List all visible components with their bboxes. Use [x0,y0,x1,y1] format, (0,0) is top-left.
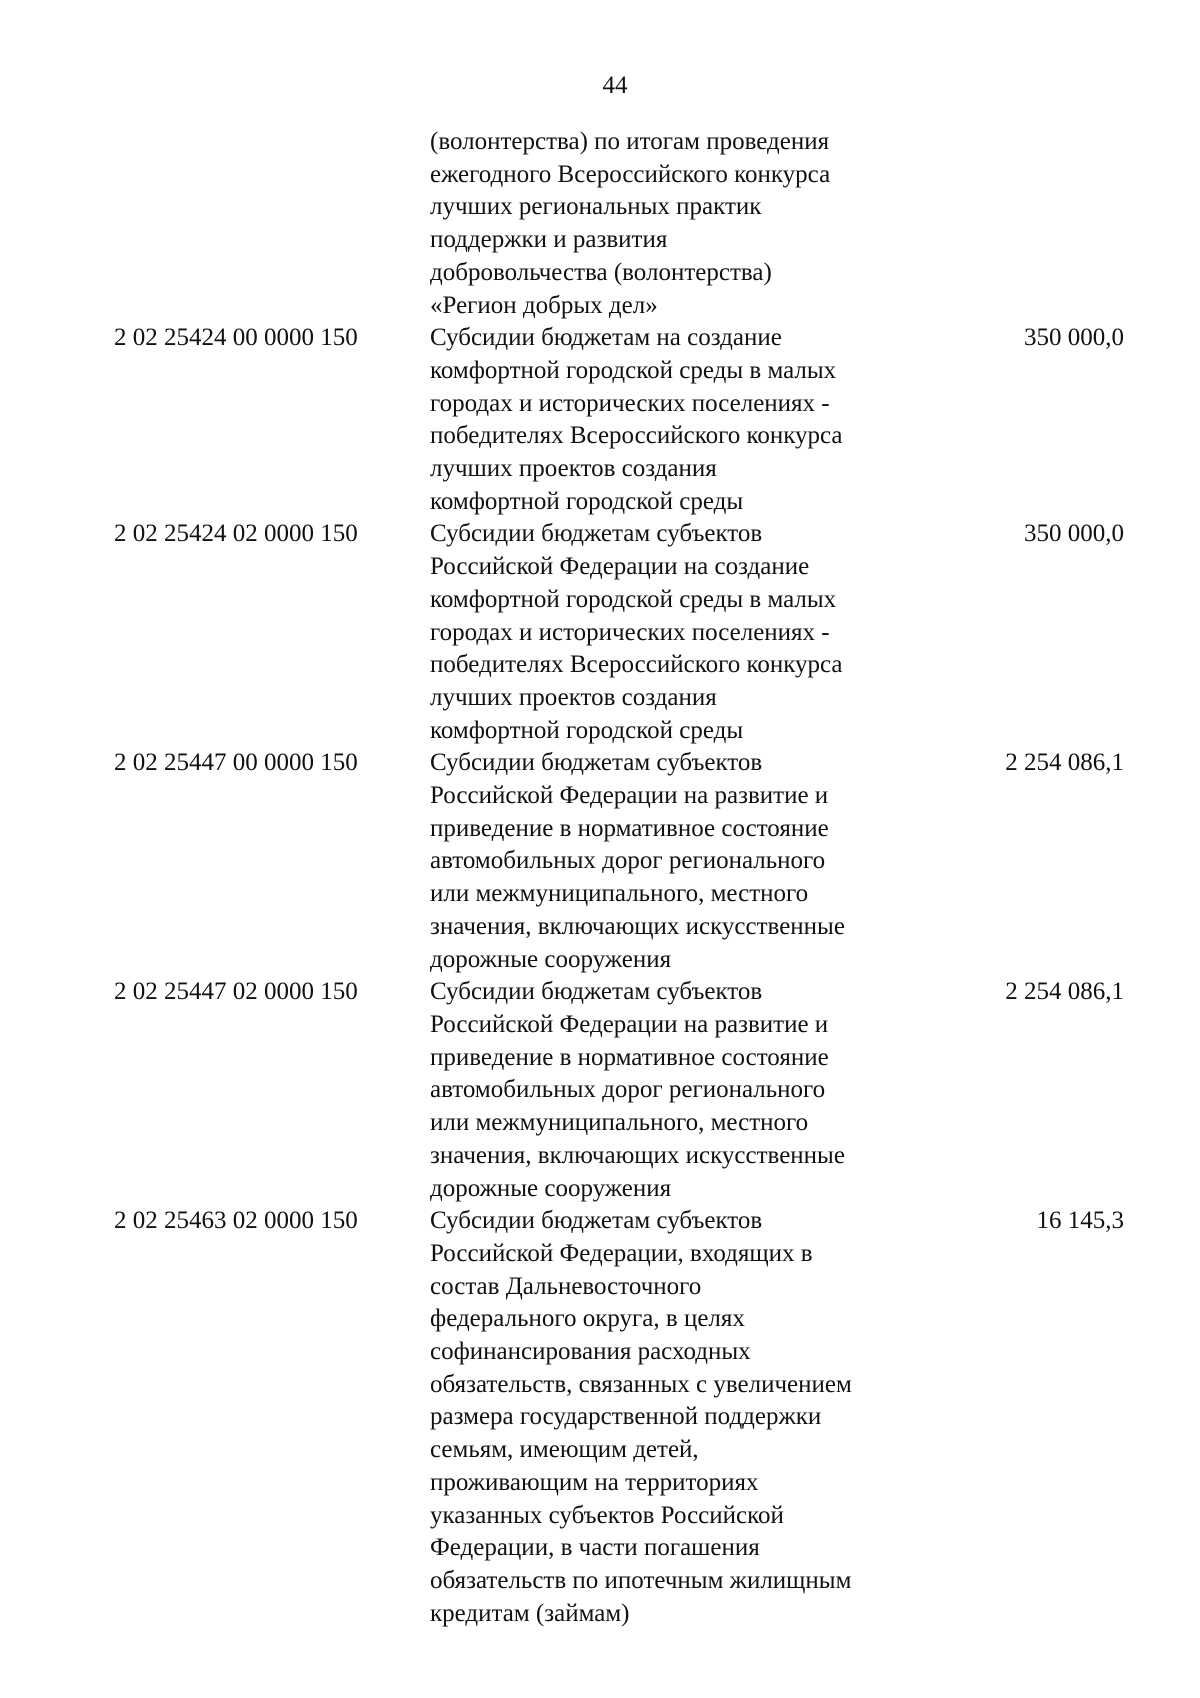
row-code: 2 02 25447 02 0000 150 [114,978,358,1006]
row-name: (волонтерства) по итогам проведения ежегодного Всероссийского конкурса лучших региональных практик поддержки и развития добровольчества (волонтерства) «Регион добрых дел» [430,128,831,319]
page-number: 44 [602,72,628,99]
table-row [114,518,1124,747]
table-row [114,322,1124,518]
row-amount: 2 254 086,1 [1005,749,1124,777]
row-amount: 350 000,0 [1024,520,1124,548]
budget-table [114,126,1124,1630]
row-code: 2 02 25463 02 0000 150 [114,1207,358,1235]
table-row [114,976,1124,1205]
row-code: 2 02 25424 00 0000 150 [114,324,358,352]
row-name: Субсидии бюджетам субъектов Российской Федерации на создание комфортной городской среды в малых городах и исторических поселениях - победителях Всероссийского конкурса лучших проектов создания комфортной городской среды [430,520,843,744]
table-row [114,126,1124,322]
row-amount: 16 145,3 [1036,1207,1124,1235]
row-amount: 350 000,0 [1024,324,1124,352]
row-name: Субсидии бюджетам субъектов Российской Федерации на развитие и приведение в нормативное состояние автомобильных дорог регионального или межмуниципального, местного значения, включающих искусственные дорожные сооружения [430,749,845,973]
row-name: Субсидии бюджетам субъектов Российской Федерации на развитие и приведение в нормативное состояние автомобильных дорог регионального или межмуниципального, местного значения, включающих искусственные дорожные сооружения [430,978,845,1202]
row-code: 2 02 25424 02 0000 150 [114,520,358,548]
table-row [114,747,1124,976]
row-code: 2 02 25447 00 0000 150 [114,749,358,777]
row-name: Субсидии бюджетам субъектов Российской Федерации, входящих в состав Дальневосточного федерального округа, в целях софинансирования расходных обязательств, связанных с увеличением размера государственной поддержки семьям, имеющим детей, проживающим на территориях указанных субъектов Российской Федерации, в части погашения обязательств по ипотечным жилищным кредитам (займам) [430,1207,852,1627]
table-row [114,1205,1124,1630]
row-amount: 2 254 086,1 [1005,978,1124,1006]
row-name: Субсидии бюджетам на создание комфортной городской среды в малых городах и исторических поселениях - победителях Всероссийского конкурса лучших проектов создания комфортной городской среды [430,324,843,515]
